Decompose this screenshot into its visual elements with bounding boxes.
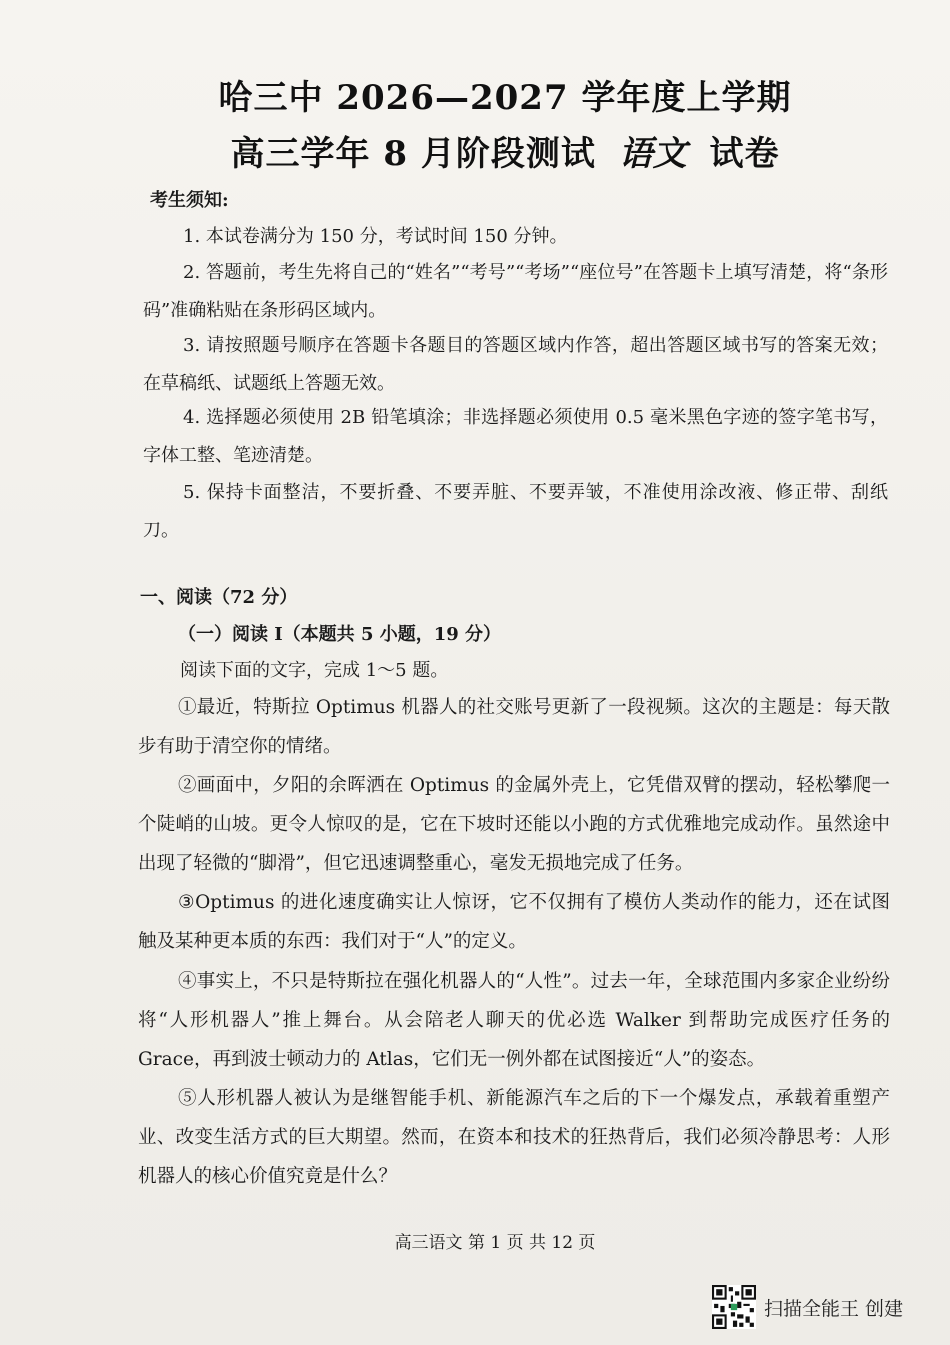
exam-title-line2 (0, 126, 950, 175)
exam-title-main: 高三学年 8 月阶段测试 (230, 134, 596, 174)
notice-heading: 考生须知: (150, 190, 229, 211)
notice-item-2: 2. 答题前，考生先将自己的“姓名”“考号”“考场”“座位号”在答题卡上填写清楚，将“条形码”准确粘贴在条形码区域内。 (143, 262, 888, 321)
passage-paragraph-4: ④事实上，不只是特斯拉在强化机器人的“人性”。过去一年，全球范围内多家企业纷纷将“人形机器人”推上舞台。从会陪老人聊天的优必选 Walker 到帮助完成医疗任务的 Grace，再到波士顿动力的 Atlas，它们无一例外都在试图接近“人”的姿态。 (138, 971, 890, 1070)
exam-subject-handwritten: 语文 (618, 134, 687, 174)
notice-item-3: 3. 请按照题号顺序在答题卡各题目的答题区域内作答，超出答题区域书写的答案无效；在草稿纸、试题纸上答题无效。 (143, 335, 888, 394)
passage-paragraph-5: ⑤人形机器人被认为是继智能手机、新能源汽车之后的下一个爆发点，承载着重塑产业、改变生活方式的巨大期望。然而，在资本和技术的狂热背后，我们必须冷静思考：人形机器人的核心价值究竟是什么？ (138, 1088, 890, 1187)
reading-instruction: 阅读下面的文字，完成 1～5 题。 (180, 660, 449, 681)
scanner-label: 扫描全能王 创建 (764, 1297, 904, 1320)
page-footer: 高三语文 第 1 页 共 12 页 (394, 1233, 596, 1253)
notice-item-4: 4. 选择题必须使用 2B 铅笔填涂；非选择题必须使用 0.5 毫米黑色字迹的签字笔书写，字体工整、笔迹清楚。 (143, 407, 888, 466)
section-title: 一、阅读（72 分） (140, 587, 298, 608)
passage-paragraph-1: ①最近，特斯拉 Optimus 机器人的社交账号更新了一段视频。这次的主题是：每天散步有助于清空你的情绪。 (138, 697, 890, 757)
notice-item-5: 5. 保持卡面整洁，不要折叠、不要弄脏、不要弄皱，不准使用涂改液、修正带、刮纸刀。 (143, 482, 888, 541)
notice-item-1: 1. 本试卷满分为 150 分，考试时间 150 分钟。 (183, 226, 568, 247)
scanner-watermark (712, 1282, 903, 1332)
exam-title-suffix: 试卷 (709, 134, 780, 174)
qr-code-icon (712, 1285, 756, 1329)
exam-title-line1: 哈三中 2026—2027 学年度上学期 (218, 78, 792, 118)
subsection-title: （一）阅读 I（本题共 5 小题，19 分） (178, 624, 502, 645)
passage-paragraph-2: ②画面中，夕阳的余晖洒在 Optimus 的金属外壳上，它凭借双臂的摆动，轻松攀爬一个陡峭的山坡。更令人惊叹的是，它在下坡时还能以小跑的方式优雅地完成动作。虽然途中出现了轻微的“脚滑”，但它迅速调整重心，毫发无损地完成了任务。 (138, 775, 890, 874)
passage-paragraph-3: ③Optimus 的进化速度确实让人惊讶，它不仅拥有了模仿人类动作的能力，还在试图触及某种更本质的东西：我们对于“人”的定义。 (138, 892, 890, 952)
